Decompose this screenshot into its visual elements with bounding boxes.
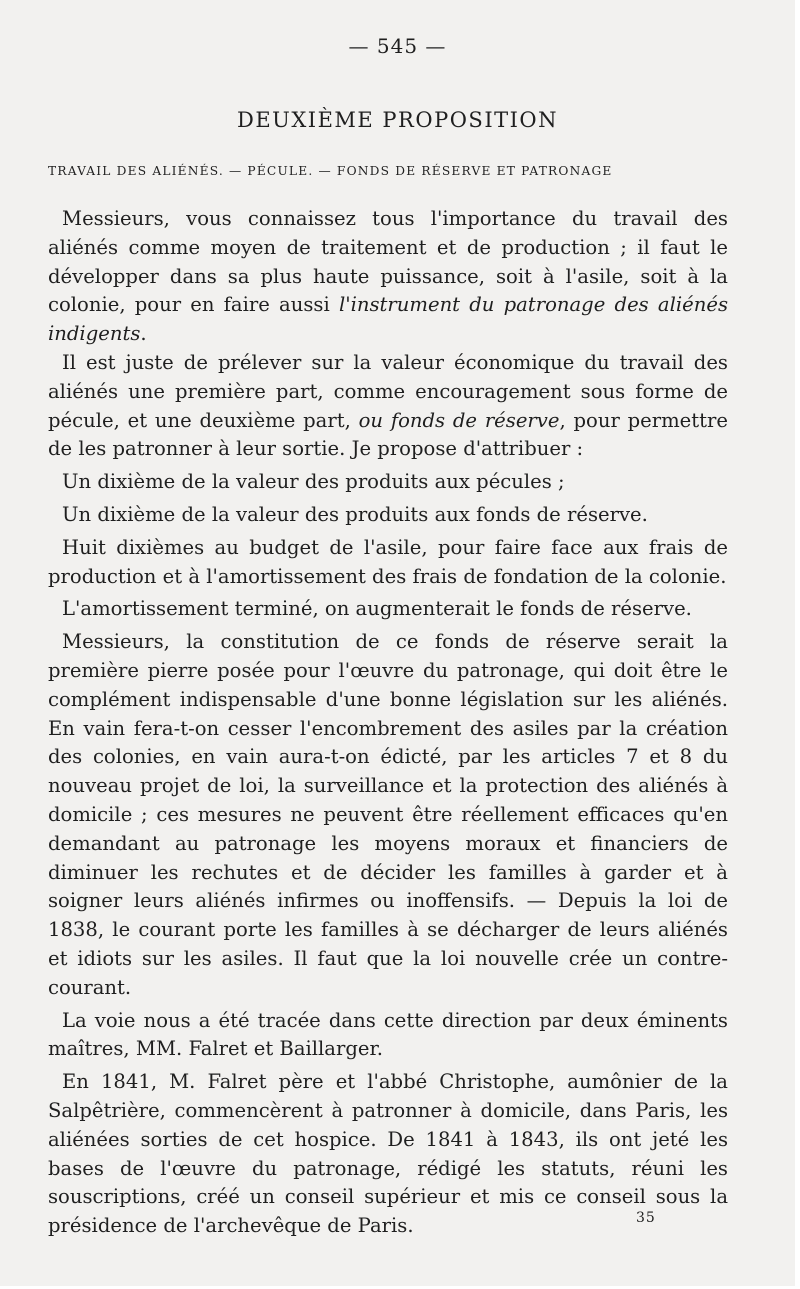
paragraph: Messieurs, la constitution de ce fonds de réserve serait la première pierre posée pour l'œuvre du patronage, qui doit être le complément indispensable d'une bonne législation sur les aliénés. En vain fera-t-on cesser l'encombrement des asiles par la création des colonies, en vain aura-t-on édicté, par les articles 7 et 8 du nouveau projet de loi, la surveillance et la protection des aliénés à domicile ; ces mesures ne peuvent être réellement efficaces qu'en demandant au patronage les moyens moraux et financiers de diminuer les rechutes et de décider les familles à garder et à soigner leurs aliénés infirmes ou inoffensifs. — Depuis la loi de 1838, le courant porte les familles à se décharger de leurs aliénés et idiots sur les asiles. Il faut que la loi nouvelle crée un contre-courant. <box>48 630 728 999</box>
paragraph: L'amortissement terminé, on augmenterait le fonds de réserve. <box>62 597 692 621</box>
paragraph: Huit dixièmes au budget de l'asile, pour faire face aux frais de production et à l'amortissement des frais de fondation de la colonie. <box>48 535 728 588</box>
signature-mark: 35 <box>636 1210 656 1226</box>
paragraph: Un dixième de la valeur des produits aux fonds de réserve. <box>62 502 648 526</box>
paragraph: Il est juste de prélever sur la valeur économique du travail des aliénés une première part, comme encouragement sous forme de pécule, et une deuxième part, ou fonds de réserve, pour permettre de les patronner à leur sortie. Je propose d'attribuer : <box>48 350 728 461</box>
italic-phrase: ou fonds de réserve <box>358 408 560 432</box>
paragraph: La voie nous a été tracée dans cette direction par deux éminents maîtres, MM. Falret et Baillarger. <box>48 1008 728 1061</box>
section-heading: DEUXIÈME PROPOSITION <box>236 108 559 132</box>
page-number: — 545 — <box>348 34 447 58</box>
paragraph: Messieurs, vous connaissez tous l'importance du travail des aliénés comme moyen de traitement et de production ; il faut le développer dans sa plus haute puissance, soit à l'asile, soit à la colonie, pour en faire aussi l'instrument du patronage des aliénés indigents. <box>48 207 728 346</box>
body-text <box>48 205 728 1241</box>
paragraph: Un dixième de la valeur des produits aux pécules ; <box>62 470 565 494</box>
section-subheading: TRAVAIL DES ALIÉNÉS. — PÉCULE. — FONDS DE RÉSERVE ET PATRONAGE <box>48 164 613 178</box>
paragraph: En 1841, M. Falret père et l'abbé Christophe, aumônier de la Salpêtrière, commencèrent à patronner à domicile, dans Paris, les aliénées sorties de cet hospice. De 1841 à 1843, ils ont jeté les bases de l'œuvre du patronage, rédigé les statuts, réuni les souscriptions, créé un conseil supérieur et mis ce conseil sous la présidence de l'archevêque de Paris. <box>48 1070 728 1238</box>
italic-phrase: l'instrument du patronage des aliénés indigents <box>48 293 728 346</box>
